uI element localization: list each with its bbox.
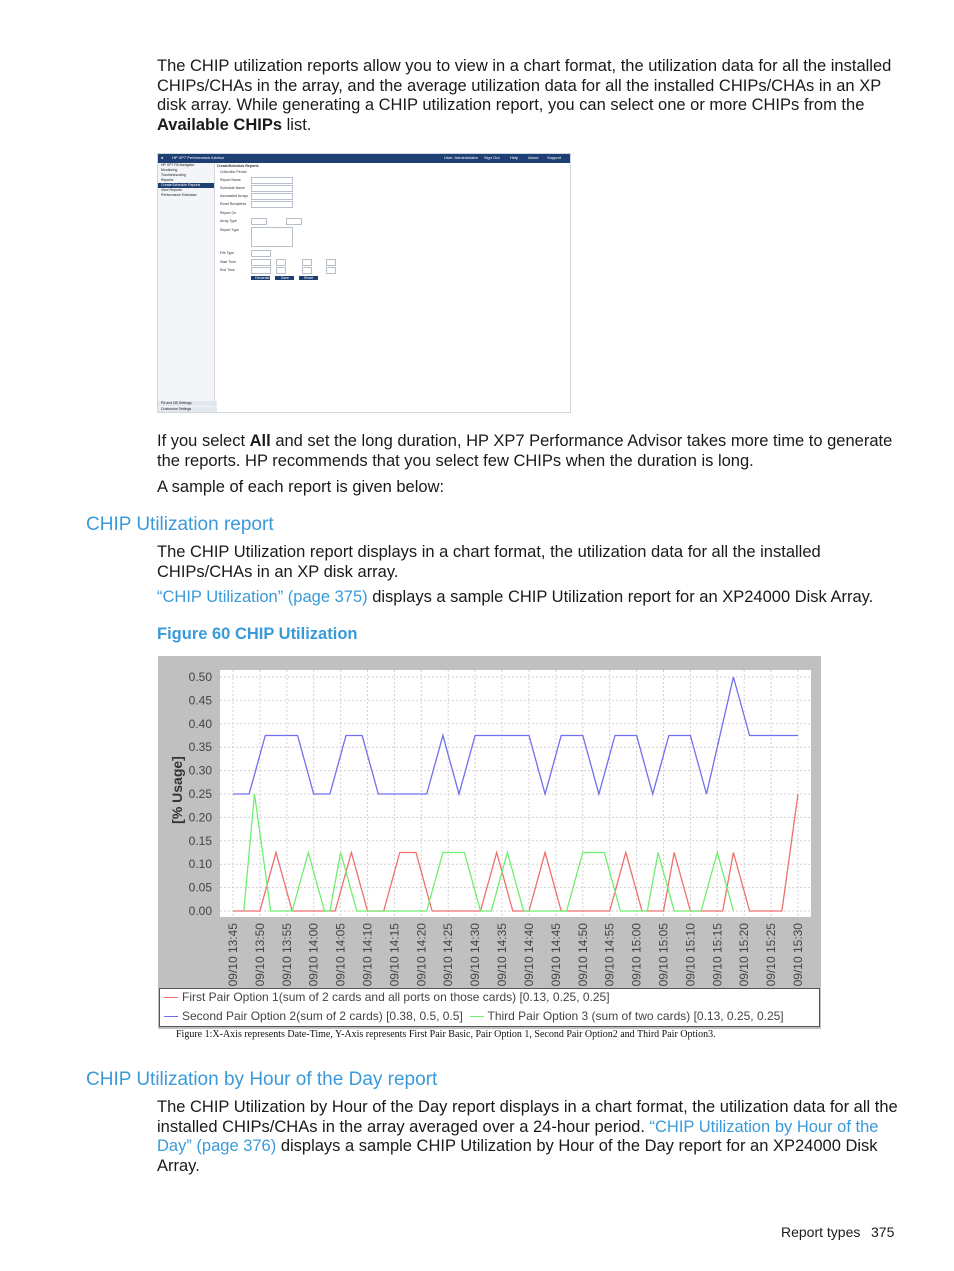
save-button bbox=[275, 276, 294, 280]
chip-utilization-chart bbox=[158, 656, 821, 1029]
x-tick-label: 09/10 14:30 bbox=[468, 923, 483, 987]
form-label-email-recipients: Email Recipients bbox=[220, 202, 247, 206]
y-tick-label: 0.35 bbox=[188, 740, 212, 755]
end-minute-input bbox=[302, 267, 312, 274]
legend-item-first-pair bbox=[164, 990, 610, 1008]
x-tick-label: 09/10 14:20 bbox=[414, 923, 429, 987]
navigator-panel bbox=[158, 163, 215, 412]
footer-section: Report types bbox=[781, 1224, 861, 1240]
figure-caption: Figure 60 CHIP Utilization bbox=[157, 625, 358, 643]
x-tick-label: 09/10 14:55 bbox=[602, 923, 617, 987]
x-tick-label: 09/10 14:15 bbox=[387, 923, 402, 987]
x-tick-label: 09/10 15:25 bbox=[764, 923, 779, 987]
form-label-file-type: File Type bbox=[220, 251, 235, 255]
select-all-text: If you select bbox=[157, 432, 250, 450]
y-tick-label: 0.40 bbox=[188, 716, 212, 731]
report-name-input bbox=[251, 177, 293, 184]
nav-item-reports: Reports bbox=[161, 178, 174, 182]
schedule-name-input bbox=[251, 185, 293, 192]
chart-legend bbox=[159, 988, 820, 1027]
nav-item-monitoring: Monitoring bbox=[161, 168, 178, 172]
y-tick-label: 0.25 bbox=[188, 787, 212, 801]
x-tick-label: 09/10 13:55 bbox=[279, 923, 294, 987]
y-tick-label: 0.15 bbox=[188, 833, 212, 848]
section2-text-end: displays a sample CHIP Utilization by Hour of the Day report for an XP24000 Disk Array. bbox=[157, 1137, 878, 1175]
array-type-select bbox=[251, 218, 267, 225]
legend-label-first-pair: First Pair Option 1(sum of 2 cards and all ports on those cards) [0.13, 0.25, 0.25] bbox=[182, 990, 610, 1004]
email-recipients-input bbox=[251, 201, 293, 208]
nav-item-view-reports: View Reports bbox=[161, 188, 182, 192]
all-bold: All bbox=[249, 432, 271, 450]
x-tick-label: 09/10 15:15 bbox=[710, 923, 725, 987]
x-tick-label: 09/10 14:45 bbox=[548, 923, 563, 987]
form-label-start-time: Start Time bbox=[220, 260, 236, 264]
start-ampm-input bbox=[326, 259, 336, 266]
x-tick-label: 09/10 15:30 bbox=[791, 923, 805, 987]
section1-reference bbox=[157, 588, 899, 608]
x-tick-label: 09/10 14:50 bbox=[575, 923, 590, 987]
nav-item-create-schedule-reports: Create/Schedule Reports bbox=[158, 183, 214, 188]
panel-title: Create/Schedule Reports bbox=[217, 164, 259, 168]
page-number: 375 bbox=[871, 1224, 895, 1240]
create-schedule-reports-screenshot bbox=[157, 153, 571, 413]
start-date-input bbox=[251, 259, 271, 266]
x-tick-label: 09/10 15:00 bbox=[629, 923, 644, 987]
end-ampm-input bbox=[326, 267, 336, 274]
start-hour-input bbox=[276, 259, 286, 266]
intro-text: The CHIP utilization reports allow you to view in a chart format, the utilization data for all the installed CHIPs/CHAs in the array, and the average utilization data for all the installed CHIPs/CHAs in an XP disk array. While generating a CHIP utilization report, you can select one or more CHIPs from the bbox=[157, 57, 892, 114]
form-label-end-time: End Time bbox=[220, 268, 235, 272]
associated-arrays-input bbox=[251, 193, 293, 200]
y-tick-label: 0.50 bbox=[188, 670, 212, 684]
end-hour-input bbox=[276, 267, 286, 274]
array-select bbox=[286, 218, 302, 225]
y-tick-label: 0.30 bbox=[188, 763, 212, 778]
form-label-report-name: Report Name bbox=[220, 178, 241, 182]
section2-text: The CHIP Utilization by Hour of the Day report displays in a chart format, the utilization data for all the installed CHIPs/CHAs in the array averaged over a 24-hour period. bbox=[157, 1098, 898, 1136]
section-heading-chip-utilization: CHIP Utilization report bbox=[86, 514, 274, 535]
intro-text-end: list. bbox=[282, 115, 312, 134]
app-header-bar bbox=[158, 154, 570, 163]
app-title: HP XP7 Performance Advisor bbox=[172, 155, 225, 160]
end-date-input bbox=[251, 267, 271, 274]
section1-reference-text: displays a sample CHIP Utilization report for an XP24000 Disk Array. bbox=[367, 588, 874, 606]
y-tick-label: 0.00 bbox=[188, 904, 212, 918]
nav-title: HP XP7 PA Navigator bbox=[161, 163, 195, 167]
intro-paragraph bbox=[157, 57, 899, 135]
nav-item-performance-estimator: Performance Estimator bbox=[161, 193, 197, 197]
nav-item-customize-settings: Customize Settings bbox=[158, 407, 217, 412]
sign-out-link: Sign Out bbox=[484, 155, 500, 160]
hp-logo-icon: ● bbox=[161, 155, 164, 160]
section1-paragraph: The CHIP Utilization report displays in a chart format, the utilization data for all the installed CHIPs/CHAs in an XP disk array. bbox=[157, 543, 821, 581]
x-tick-labels bbox=[226, 923, 805, 987]
start-minute-input bbox=[302, 259, 312, 266]
x-tick-label: 09/10 15:05 bbox=[656, 923, 671, 987]
select-all-text-end: and set the long duration, HP XP7 Performance Advisor takes more time to generate the reports. HP recommends that you select few CHIPs when the duration is long. bbox=[157, 432, 893, 470]
x-tick-label: 09/10 14:05 bbox=[333, 923, 348, 987]
y-tick-label: 0.20 bbox=[188, 810, 212, 825]
sample-paragraph: A sample of each report is given below: bbox=[157, 478, 445, 496]
user-link: User: Administrator bbox=[444, 155, 479, 160]
y-axis-label: [% Usage] bbox=[169, 756, 185, 824]
legend-swatch-green bbox=[470, 1016, 484, 1017]
x-tick-label: 09/10 14:25 bbox=[441, 923, 456, 987]
form-label-collection-period: Collection Period bbox=[220, 170, 247, 174]
chart-canvas bbox=[158, 656, 821, 988]
y-tick-label: 0.45 bbox=[188, 693, 212, 708]
form-label-report-type: Report Type bbox=[220, 228, 240, 232]
figure-footnote: Figure 1:X-Axis represents Date-Time, Y-Axis represents First Pair Basic, Pair Option 1, Second Pair Option2 and Third Pair Option3. bbox=[176, 1029, 716, 1040]
legend-label-second-pair: Second Pair Option 2(sum of 2 cards) [0.38, 0.5, 0.5] bbox=[182, 1009, 463, 1023]
legend-label-third-pair: Third Pair Option 3 (sum of two cards) [0.13, 0.25, 0.25] bbox=[487, 1009, 784, 1023]
chip-utilization-link[interactable]: “CHIP Utilization” (page 375) bbox=[157, 588, 368, 606]
available-chips-bold: Available CHIPs bbox=[157, 115, 283, 134]
hour-of-day-link[interactable]: “CHIP Utilization by Hour of the Day” (page 376) bbox=[157, 1117, 879, 1155]
x-tick-label: 09/10 14:10 bbox=[360, 923, 375, 987]
y-tick-labels bbox=[189, 670, 213, 918]
nav-item-troubleshooting: Troubleshooting bbox=[161, 173, 186, 177]
section2-paragraph bbox=[157, 1098, 899, 1176]
legend-swatch-red bbox=[164, 997, 178, 998]
reset-button bbox=[299, 276, 318, 280]
nav-item-pa-db-settings: PA and DB Settings bbox=[158, 401, 217, 406]
x-tick-label: 09/10 13:50 bbox=[252, 923, 267, 987]
reset-label: Reset bbox=[304, 276, 314, 280]
x-tick-label: 09/10 13:45 bbox=[226, 923, 240, 987]
form-label-associated-arrays: Associated Arrays bbox=[220, 194, 249, 198]
form-label-schedule-name: Schedule Name bbox=[220, 186, 245, 190]
x-tick-label: 09/10 14:40 bbox=[521, 923, 536, 987]
x-tick-label: 09/10 15:20 bbox=[737, 923, 752, 987]
legend-swatch-blue bbox=[164, 1016, 178, 1017]
file-type-select bbox=[251, 250, 271, 257]
legend-item-second-third-pair bbox=[164, 1009, 784, 1027]
select-all-paragraph bbox=[157, 432, 899, 471]
help-link: Help bbox=[510, 155, 519, 160]
section-heading-hour-of-day: CHIP Utilization by Hour of the Day report bbox=[86, 1069, 438, 1090]
form-label-report-on: Report On bbox=[220, 211, 237, 215]
form-label-array-type: Array Type bbox=[220, 219, 237, 223]
report-type-list bbox=[251, 227, 293, 247]
about-link: About bbox=[528, 155, 539, 160]
support-link: Support bbox=[547, 155, 562, 160]
x-tick-label: 09/10 14:00 bbox=[306, 923, 321, 987]
y-tick-label: 0.05 bbox=[188, 880, 212, 895]
x-tick-label: 09/10 15:10 bbox=[683, 923, 698, 987]
generate-button bbox=[251, 276, 270, 280]
save-label: Save bbox=[281, 276, 289, 280]
y-tick-label: 0.10 bbox=[188, 857, 212, 872]
x-tick-label: 09/10 14:35 bbox=[495, 923, 510, 987]
generate-label: Generate bbox=[255, 276, 270, 280]
